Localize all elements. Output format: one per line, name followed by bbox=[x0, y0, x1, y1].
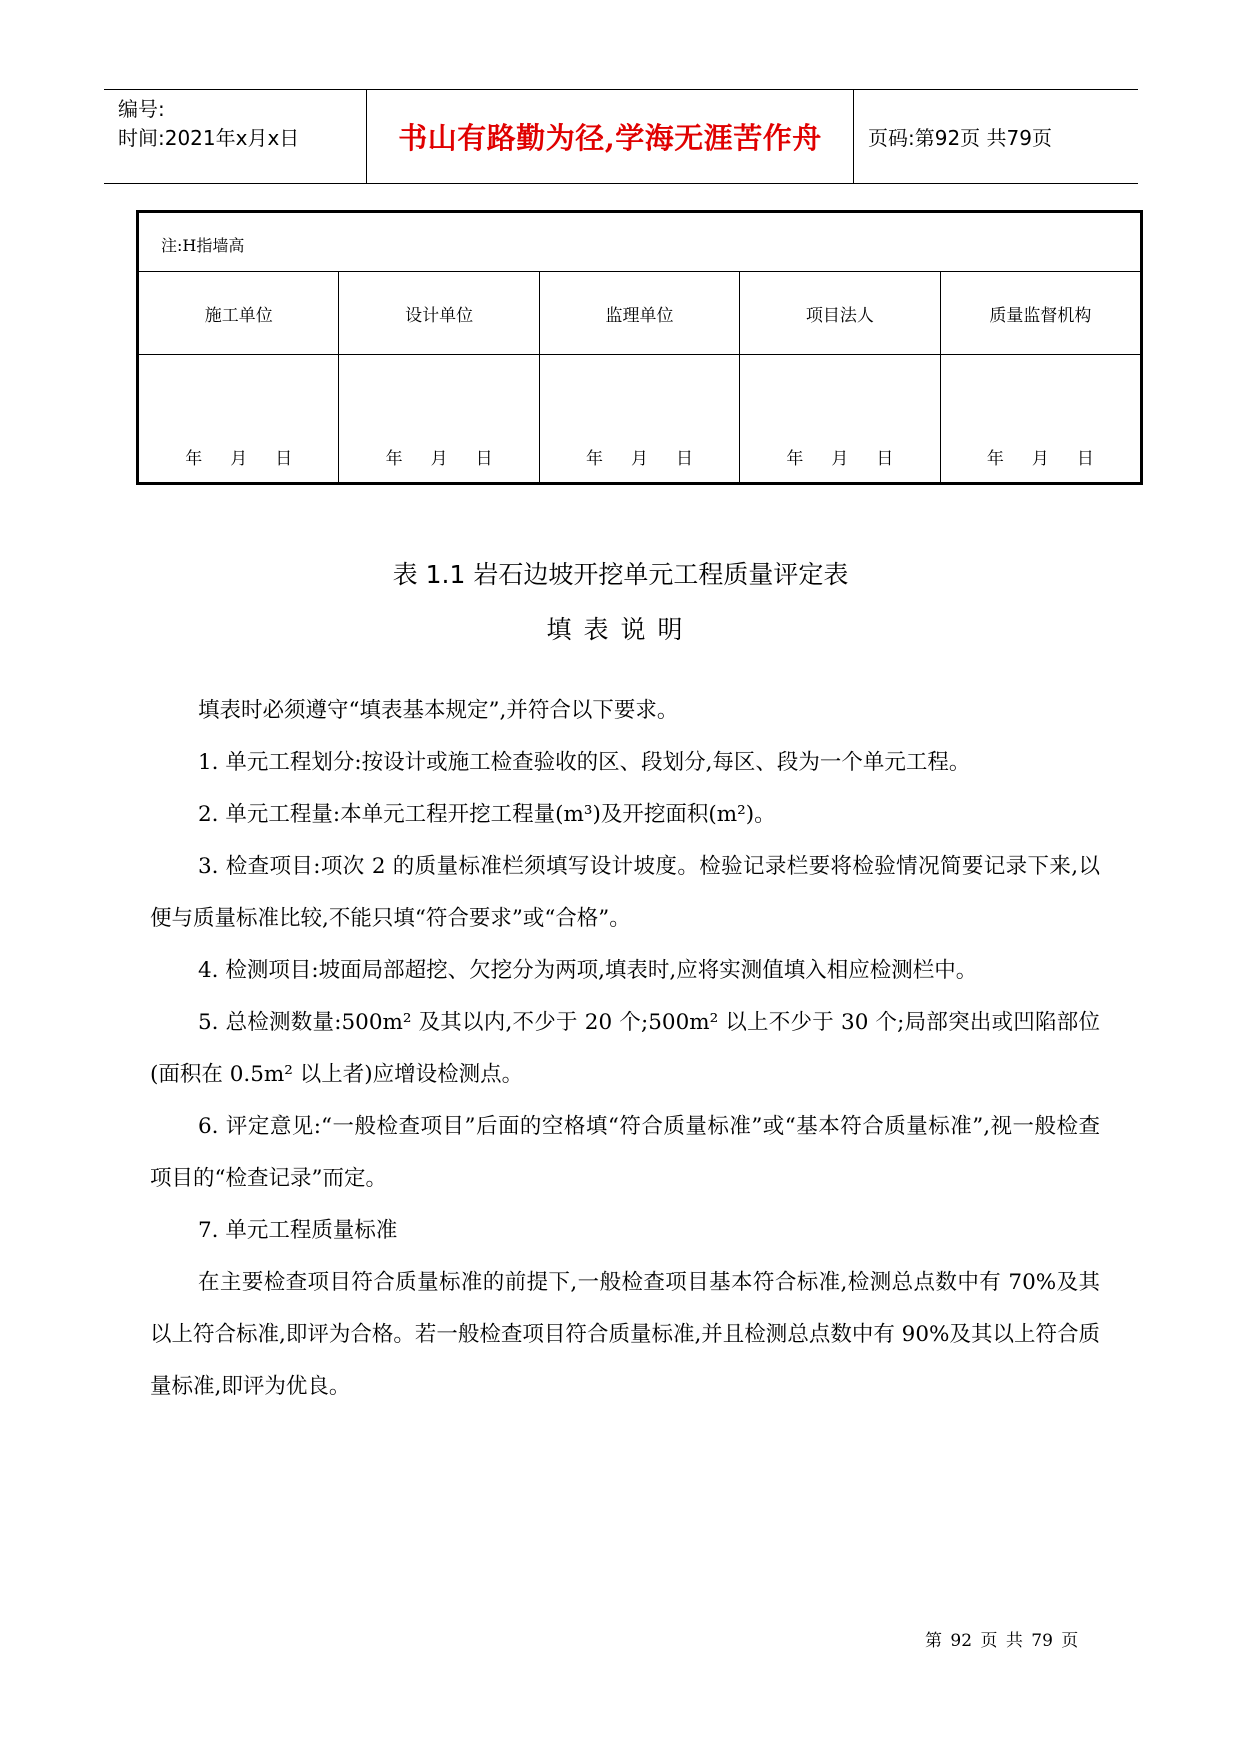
signature-columns bbox=[139, 272, 1140, 482]
header-page-label: 页码:第92页 共79页 bbox=[868, 126, 1052, 150]
instruction-item-5: 5. 总检测数量:500m² 及其以内,不少于 20 个;500m² 以上不少于 30 个;局部突出或凹陷部位(面积在 0.5m² 以上者)应增设检测点。 bbox=[150, 1010, 1100, 1087]
date-line: 年 月 日 bbox=[786, 449, 894, 469]
instructions-heading: 填表说明 bbox=[546, 615, 695, 644]
column-head: 质量监督机构 bbox=[941, 272, 1140, 355]
instruction-item-3: 3. 检查项目:项次 2 的质量标准栏须填写设计坡度。检验记录栏要将检验情况简要记录下来,以便与质量标准比较,不能只填“符合要求”或“合格”。 bbox=[150, 854, 1100, 931]
column-head: 监理单位 bbox=[540, 272, 739, 355]
signature-column-design bbox=[338, 272, 538, 482]
table-note: 注:H指墙高 bbox=[161, 236, 245, 255]
signature-column-owner bbox=[739, 272, 939, 482]
signature-column-construction bbox=[139, 272, 338, 482]
instructions-body bbox=[150, 685, 1100, 1413]
instruction-item-1: 1. 单元工程划分:按设计或施工检查验收的区、段划分,每区、段为一个单元工程。 bbox=[198, 750, 971, 775]
instruction-item-4: 4. 检测项目:坡面局部超挖、欠挖分为两项,填表时,应将实测值填入相应检测栏中。 bbox=[198, 958, 978, 983]
date-line: 年 月 日 bbox=[185, 449, 293, 469]
signature-column-quality-supervision bbox=[940, 272, 1140, 482]
time-label: 时间:2021年x月x日 bbox=[118, 126, 300, 150]
intro-paragraph: 填表时必须遵守“填表基本规定”,并符合以下要求。 bbox=[198, 698, 679, 723]
page-header bbox=[104, 89, 1138, 184]
signature-column-supervision bbox=[539, 272, 739, 482]
date-line: 年 月 日 bbox=[385, 449, 493, 469]
instruction-item-7: 7. 单元工程质量标准 bbox=[198, 1218, 398, 1243]
header-left-cell bbox=[104, 90, 366, 183]
table-note-row bbox=[139, 213, 1140, 272]
column-head: 设计单位 bbox=[339, 272, 538, 355]
header-motto: 书山有路勤为径,学海无涯苦作舟 bbox=[366, 90, 854, 183]
column-head: 施工单位 bbox=[139, 272, 338, 355]
instruction-item-6: 6. 评定意见:“一般检查项目”后面的空格填“符合质量标准”或“基本符合质量标准”,视一般检查项目的“检查记录”而定。 bbox=[150, 1114, 1100, 1191]
date-line: 年 月 日 bbox=[986, 449, 1094, 469]
date-line: 年 月 日 bbox=[586, 449, 694, 469]
instruction-item-2: 2. 单元工程量:本单元工程开挖工程量(m³)及开挖面积(m²)。 bbox=[198, 802, 776, 827]
page-footer: 第 92 页 共 79 页 bbox=[925, 1631, 1079, 1651]
form-title: 表 1.1 岩石边坡开挖单元工程质量评定表 bbox=[392, 560, 849, 589]
number-label: 编号: bbox=[118, 97, 165, 121]
column-head: 项目法人 bbox=[740, 272, 939, 355]
signature-table bbox=[136, 210, 1143, 485]
quality-standard-paragraph: 在主要检查项目符合质量标准的前提下,一般检查项目基本符合标准,检测总点数中有 70%及其以上符合标准,即评为合格。若一般检查项目符合质量标准,并且检测总点数中有 90%及其以上符合质量标准,即评为优良。 bbox=[150, 1270, 1100, 1399]
